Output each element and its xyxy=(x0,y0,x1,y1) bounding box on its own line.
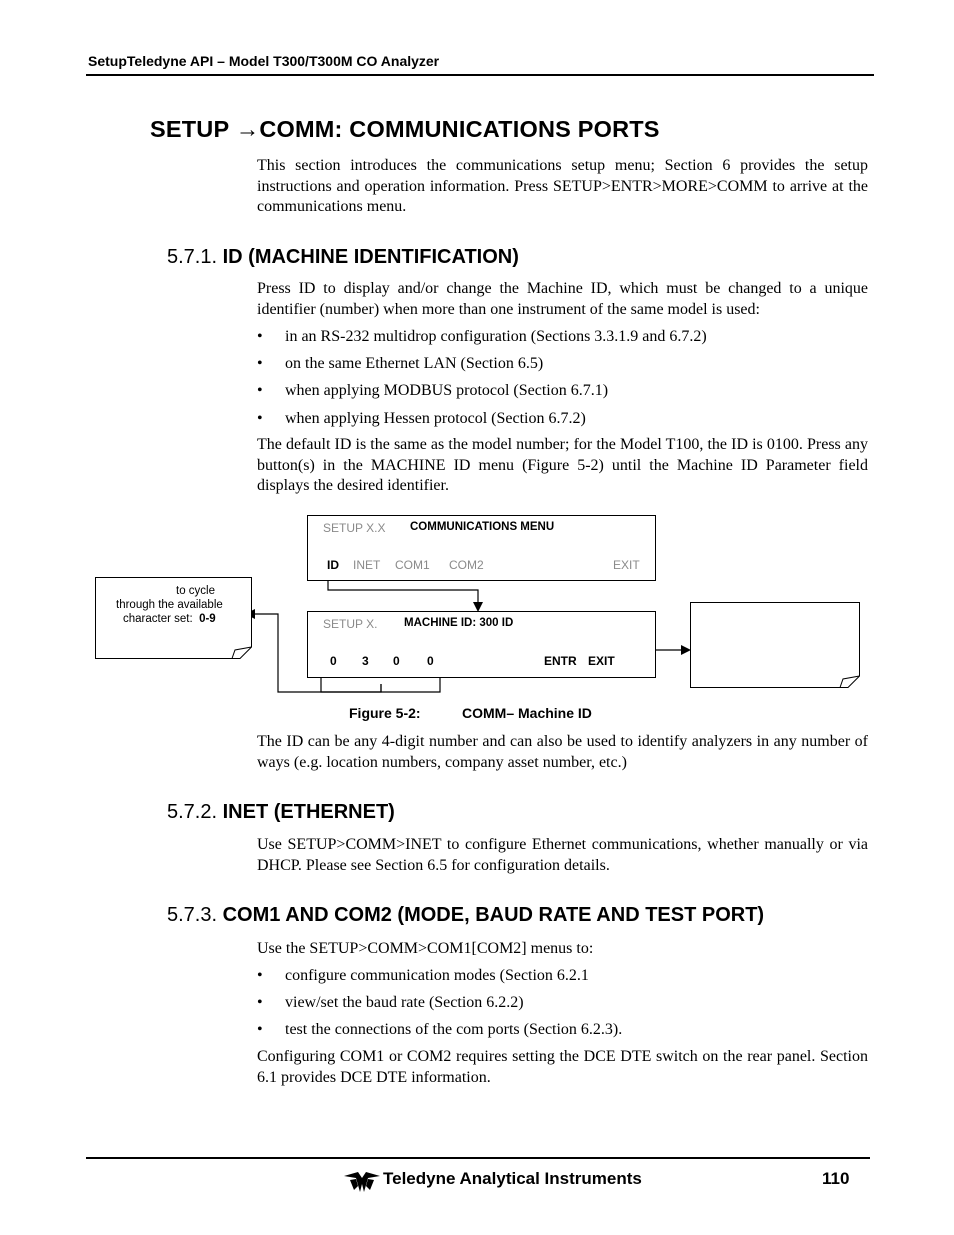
menu-title: COMMUNICATIONS MENU xyxy=(410,521,555,533)
exit-button[interactable]: EXIT xyxy=(613,558,640,572)
entr-button[interactable]: ENTR xyxy=(544,654,577,668)
s573-para1: Use the SETUP>COMM>COM1[COM2] menus to: xyxy=(257,940,594,957)
note-outline xyxy=(690,602,860,688)
figure-caption-title: COMM– Machine ID xyxy=(462,705,592,721)
digit-1-button[interactable]: 0 xyxy=(330,654,337,668)
communications-menu-display xyxy=(307,515,656,581)
note-line3: character set: 0-9 xyxy=(123,613,216,625)
footer-rule xyxy=(86,1157,870,1159)
list-item: • in an RS-232 multidrop configuration (Sections 3.3.1.9 and 6.7.2) xyxy=(257,328,707,345)
inet-button[interactable]: INET xyxy=(353,558,381,572)
exit-button[interactable]: EXIT xyxy=(588,654,615,668)
footer-company: Teledyne Analytical Instruments xyxy=(383,1169,642,1188)
running-header: SetupTeledyne API – Model T300/T300M CO Analyzer xyxy=(88,53,440,69)
heading-number: 5.7.2. xyxy=(167,801,218,823)
character-set-note xyxy=(95,577,252,659)
com1-button[interactable]: COM1 xyxy=(395,558,430,572)
machine-id-title: MACHINE ID: 300 ID xyxy=(404,617,514,629)
digit-4-button[interactable]: 0 xyxy=(427,654,434,668)
teledyne-logo-icon xyxy=(344,1170,380,1194)
note-line2: through the available xyxy=(116,599,223,611)
id-button[interactable]: ID xyxy=(327,558,339,572)
digit-2-button[interactable]: 3 xyxy=(362,654,369,668)
section-intro: This section introduces the communications setup menu; Section 6 provides the setup instructions and operation information. Press SETUP>ENTR>MORE>COMM to arrive at the communications menu. xyxy=(257,157,868,216)
heading-title: COM1 AND COM2 (MODE, BAUD RATE AND TEST PORT) xyxy=(222,904,765,926)
heading-number: 5.7.1. xyxy=(167,246,218,268)
list-item: • when applying Hessen protocol (Section 6.7.2) xyxy=(257,410,586,427)
com2-button[interactable]: COM2 xyxy=(449,558,484,572)
list-item: • on the same Ethernet LAN (Section 6.5) xyxy=(257,355,544,372)
setup-version: SETUP X.X xyxy=(323,521,386,535)
page-number: 110 xyxy=(822,1169,850,1188)
empty-note xyxy=(690,602,860,688)
s572-para: Use SETUP>COMM>INET to configure Ethernet communications, whether manually or via DHCP. Please see Section 6.5 for configuration details. xyxy=(257,836,868,874)
heading-number: 5.7.3. xyxy=(167,904,218,926)
s571-para3: The ID can be any 4-digit number and can also be used to identify analyzers in any number of ways (e.g. location numbers, company asset number, etc.) xyxy=(257,733,868,771)
setup-version: SETUP X. xyxy=(323,617,378,631)
heading-5-7-2 xyxy=(167,801,395,824)
section-title: SETUP →COMM: COMMUNICATIONS PORTS xyxy=(150,116,660,142)
digit-3-button[interactable]: 0 xyxy=(393,654,400,668)
list-item: • view/set the baud rate (Section 6.2.2) xyxy=(257,994,524,1011)
s571-para2: The default ID is the same as the model number; for the Model T100, the ID is 0100. Press any button(s) in the MACHINE ID menu (Figure 5-2) until the Machine ID Parameter field displays the desired identifier. xyxy=(257,436,868,495)
heading-title: ID (MACHINE IDENTIFICATION) xyxy=(222,246,519,268)
s573-para2: Configuring COM1 or COM2 requires setting the DCE DTE switch on the rear panel. Section 6.1 provides DCE DTE information. xyxy=(257,1048,868,1086)
heading-title: INET (ETHERNET) xyxy=(222,801,395,823)
list-item: • when applying MODBUS protocol (Section 6.7.1) xyxy=(257,382,609,399)
list-item: • configure communication modes (Section 6.2.1 xyxy=(257,967,589,984)
machine-id-display xyxy=(307,611,656,678)
list-item: • test the connections of the com ports (Section 6.2.3). xyxy=(257,1021,623,1038)
note-line1: to cycle xyxy=(176,585,215,597)
heading-5-7-3 xyxy=(167,904,764,927)
s571-para1: Press ID to display and/or change the Machine ID, which must be changed to a unique identifier (number) when more than one instrument of the same model is used: xyxy=(257,280,868,318)
figure-caption-label: Figure 5-2: xyxy=(349,705,421,721)
